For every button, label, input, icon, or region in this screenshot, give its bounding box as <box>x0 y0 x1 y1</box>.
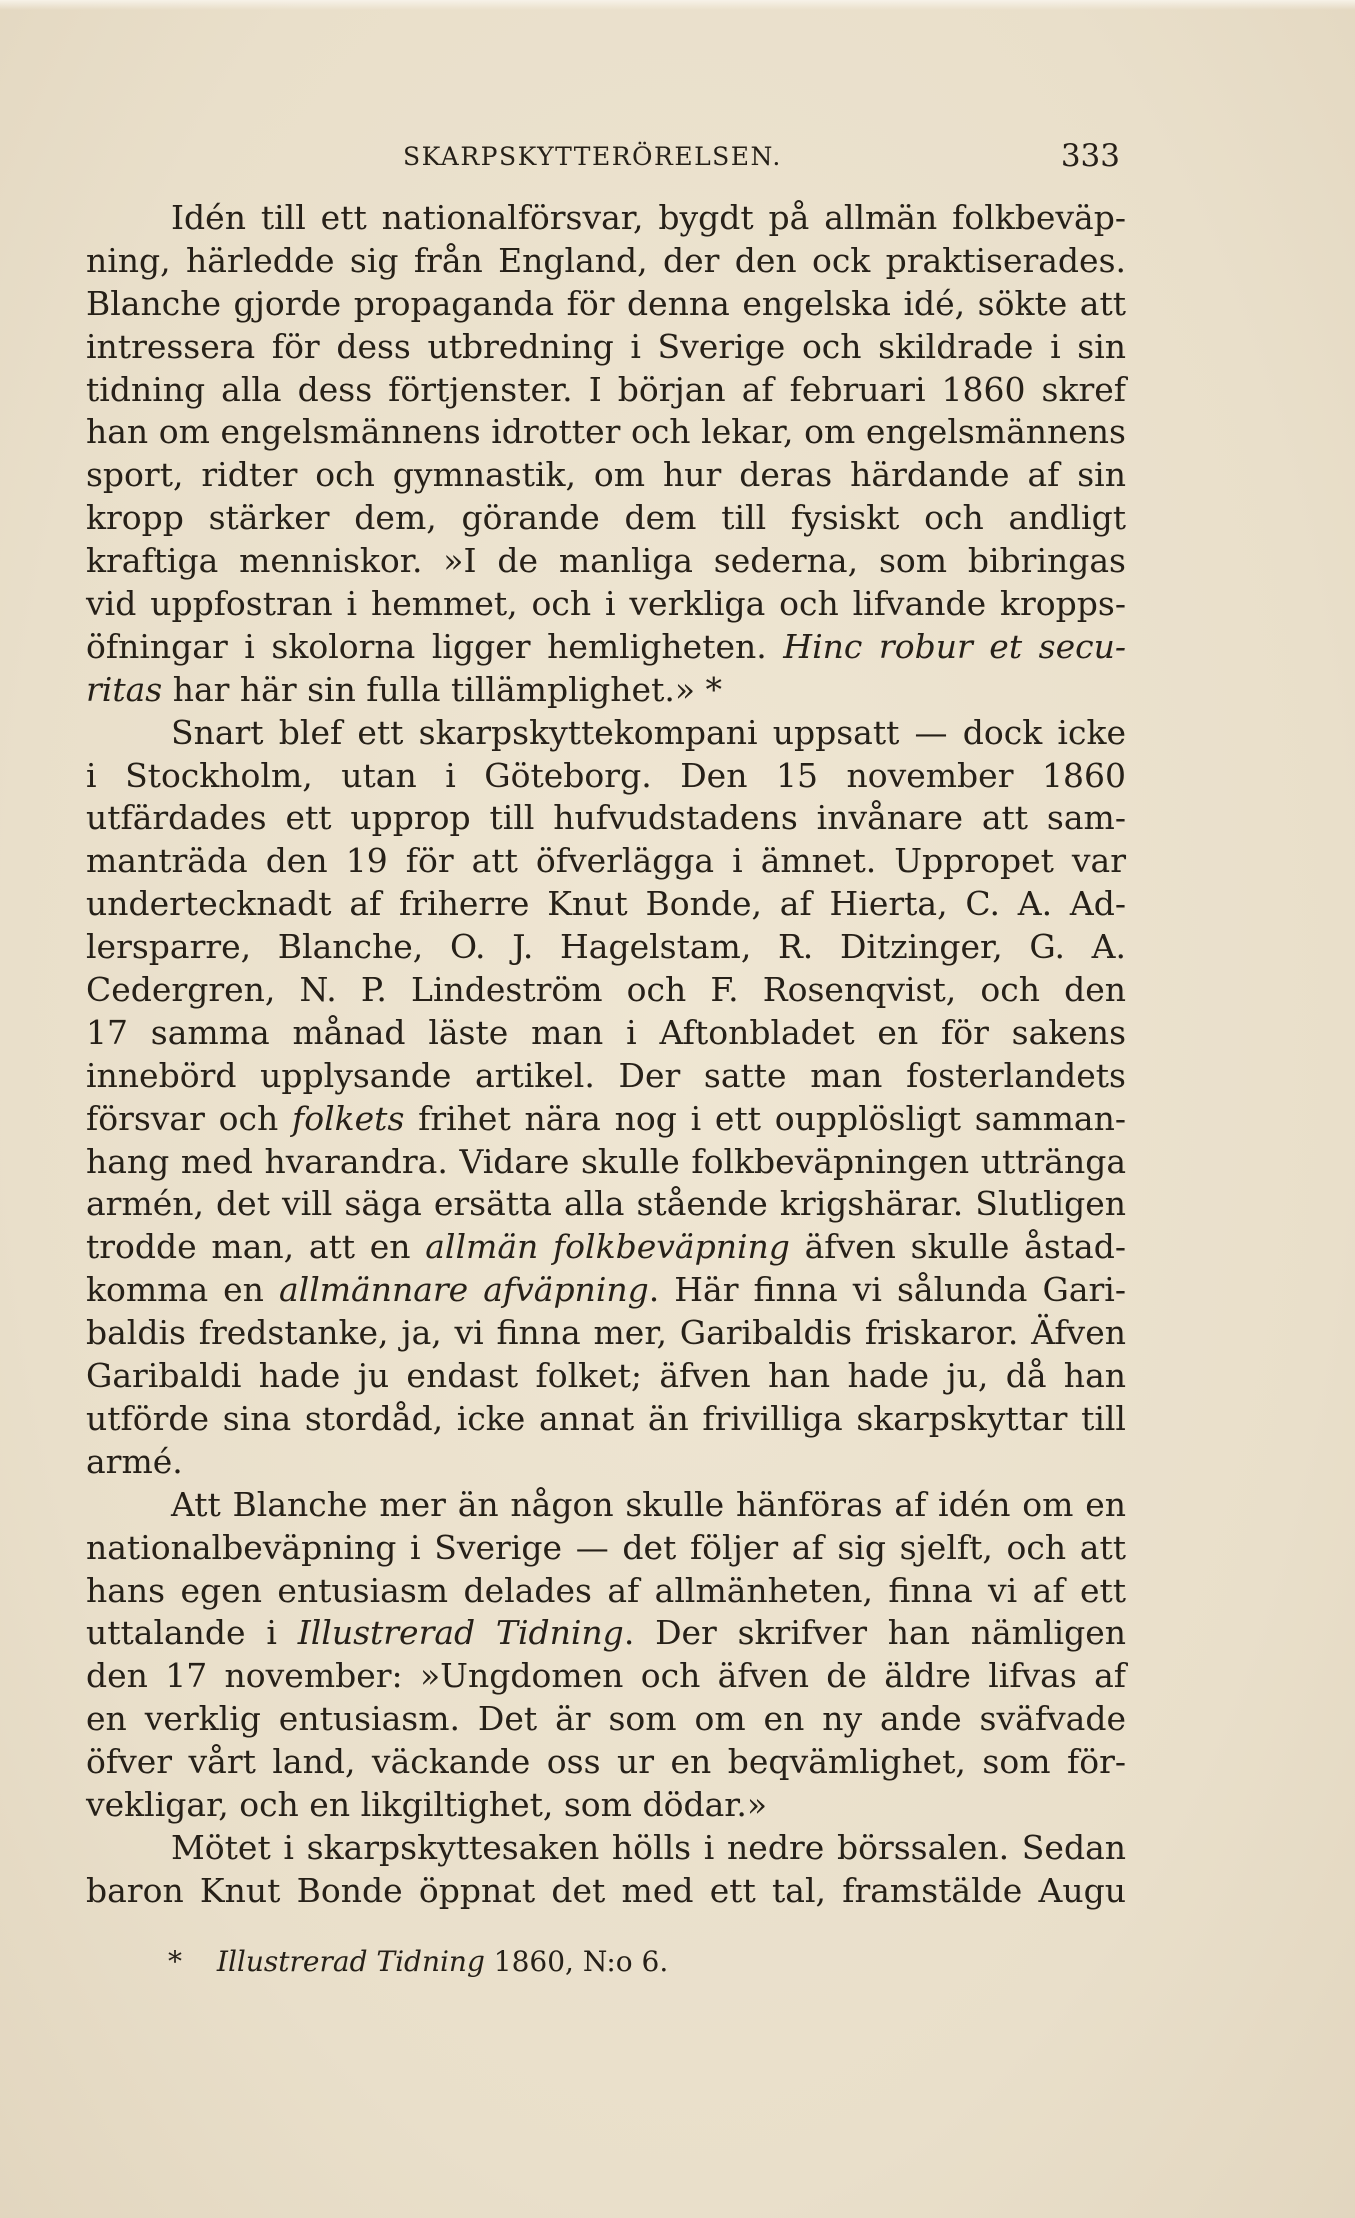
text-line: uttalande i Illustrerad Tidning. Der skrifver han nämligen <box>86 1613 1126 1653</box>
page-edge <box>0 0 1355 10</box>
text-line: armén, det vill säga ersätta alla stående krigshärar. Slutligen <box>86 1184 1126 1224</box>
text-line: öfningar i skolorna ligger hemligheten. Hinc robur et secu- <box>86 626 1126 666</box>
text-line: baldis fredstanke, ja, vi finna mer, Garibaldis friskaror. Äfven <box>86 1313 1126 1353</box>
text-line: komma en allmännare afväpning. Här finna vi sålunda Gari- <box>86 1270 1126 1310</box>
text-line: Snart blef ett skarpskyttekompani uppsatt — dock icke <box>171 712 1126 752</box>
text-line: manträda den 19 för att öfverlägga i ämnet. Uppropet var <box>86 841 1126 881</box>
text-line: innebörd upplysande artikel. Der satte man fosterlandets <box>86 1055 1126 1095</box>
text-line: nationalbeväpning i Sverige — det följer af sig sjelft, och att <box>86 1527 1126 1567</box>
text-line: undertecknadt af friherre Knut Bonde, af Hierta, C. A. Ad- <box>86 884 1126 924</box>
text-line: i Stockholm, utan i Göteborg. Den 15 november 1860 <box>86 755 1126 795</box>
footnote-source: Illustrerad Tidning <box>216 1945 485 1978</box>
text-line: Att Blanche mer än någon skulle hänföras af idén om en <box>171 1484 1126 1524</box>
text-line: baron Knut Bonde öppnat det med ett tal, framstälde Augu <box>86 1870 1126 1910</box>
footnote-mark: * <box>168 1945 182 1978</box>
text-line: försvar och folkets frihet nära nog i ett oupplösligt samman- <box>86 1098 1126 1138</box>
text-line: sport, ridter och gymnastik, om hur deras härdande af sin <box>86 455 1126 495</box>
footnote <box>168 1945 668 1978</box>
text-line: kraftiga menniskor. »I de manliga sederna, som bibringas <box>86 541 1126 581</box>
text-line: vekligar, och en likgiltighet, som dödar.» <box>86 1784 768 1824</box>
running-head: SKARPSKYTTERÖRELSEN. <box>403 142 782 171</box>
text-line: ritas har här sin fulla tillämplighet.» * <box>86 669 723 709</box>
footnote-rest: 1860, N:o 6. <box>493 1945 669 1978</box>
text-line: lersparre, Blanche, O. J. Hagelstam, R. Ditzinger, G. A. <box>86 927 1126 967</box>
text-line: ning, härledde sig från England, der den ock praktiserades. <box>86 240 1126 280</box>
text-line: hang med hvarandra. Vidare skulle folkbeväpningen uttränga <box>86 1141 1126 1181</box>
text-line: hans egen entusiasm delades af allmänheten, finna vi af ett <box>86 1570 1126 1610</box>
text-line: den 17 november: »Ungdomen och äfven de äldre lifvas af <box>86 1656 1126 1696</box>
text-line: han om engelsmännens idrotter och lekar, om engelsmännens <box>86 412 1126 452</box>
text-line: Cedergren, N. P. Lindeström och F. Rosenqvist, och den <box>86 970 1126 1010</box>
text-line: kropp stärker dem, görande dem till fysiskt och andligt <box>86 498 1126 538</box>
page-number: 333 <box>1060 138 1120 174</box>
body-text <box>86 197 1126 1913</box>
text-line: Garibaldi hade ju endast folket; äfven han hade ju, då han <box>86 1356 1126 1396</box>
text-line: vid uppfostran i hemmet, och i verkliga och lifvande kropps- <box>86 584 1126 624</box>
text-line: trodde man, att en allmän folkbeväpning äfven skulle åstad- <box>86 1227 1126 1267</box>
text-line: tidning alla dess förtjenster. I början af februari 1860 skref <box>86 369 1126 409</box>
text-line: en verklig entusiasm. Det är som om en ny ande sväfvade <box>86 1699 1126 1739</box>
text-line: 17 samma månad läste man i Aftonbladet en för sakens <box>86 1012 1126 1052</box>
text-line: utförde sina stordåd, icke annat än frivilliga skarpskyttar till <box>86 1398 1126 1438</box>
text-line: Blanche gjorde propaganda för denna engelska idé, sökte att <box>86 283 1126 323</box>
text-line: Idén till ett nationalförsvar, bygdt på allmän folkbeväp- <box>171 198 1126 237</box>
text-line: utfärdades ett upprop till hufvudstadens invånare att sam- <box>86 798 1126 838</box>
page-header <box>120 138 1120 182</box>
text-line: intressera för dess utbredning i Sverige och skildrade i sin <box>86 326 1126 366</box>
text-line: armé. <box>86 1441 183 1481</box>
text-line: öfver vårt land, väckande oss ur en beqvämlighet, som för- <box>86 1742 1126 1782</box>
text-line: Mötet i skarpskyttesaken hölls i nedre börssalen. Sedan <box>171 1827 1126 1867</box>
